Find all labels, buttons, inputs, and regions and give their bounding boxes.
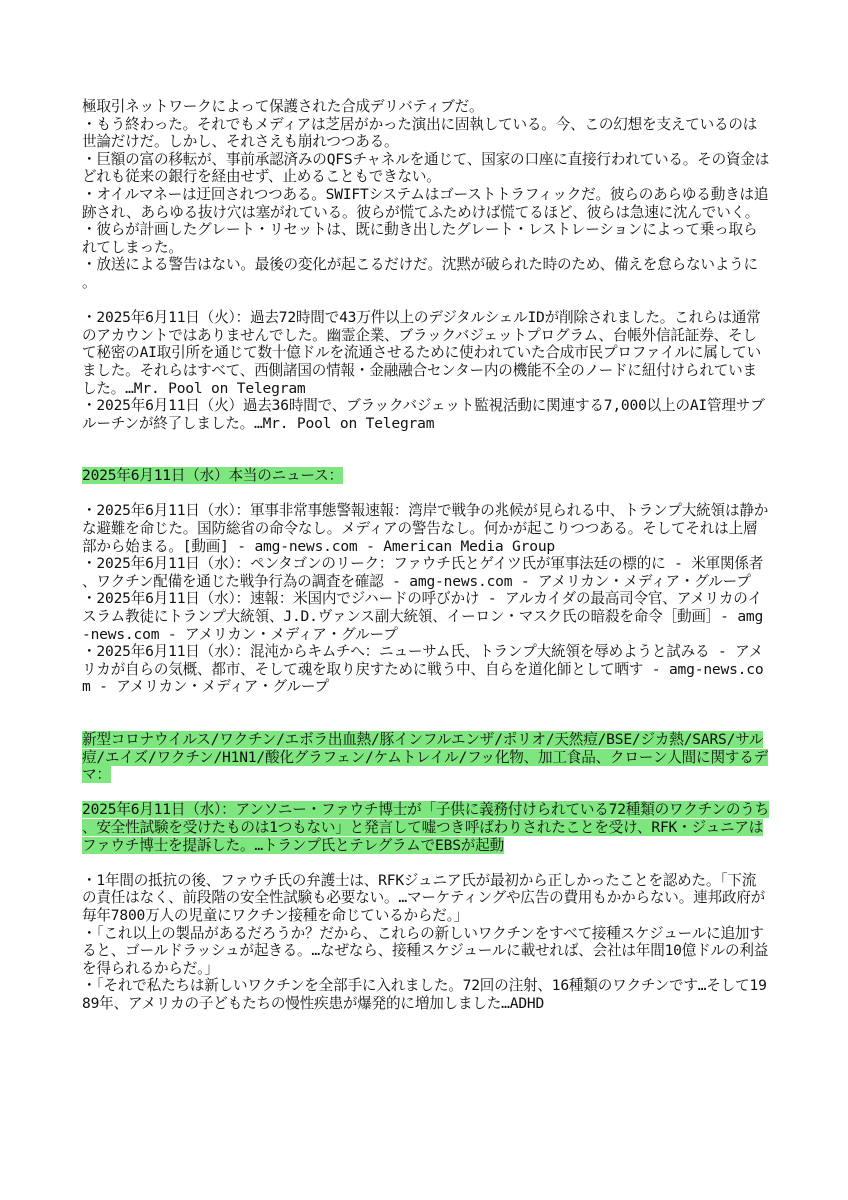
intro-paragraph: ・彼らが計画したグレート・リセットは、既に動き出したグレート・レストレーションによって乗っ取られてしまった。 [82,221,758,256]
news-item: ・2025年6月11日（水）：混沌からキムチへ：ニューサム氏、トランプ大統領を辱めようと試みる - アメリカが自らの気概、都市、そして魂を取り戻すために戦う中、自らを道化師として晒す - amg-news.com - アメリカン・メディア・グループ [82,643,764,696]
fauci-section [82,872,770,1013]
intro-paragraph: ・巨額の富の移転が、事前承認済みのQFSチャネルを通じて、国家の口座に直接行われている。その資金はどれも従来の銀行を経由せず、止めることもできない。 [82,150,770,186]
telegram-item: ・2025年6月11日（火）過去36時間で、ブラックバジェット監視活動に関連する7,000以上のAI管理サブルーチンが終了しました。…Mr. Pool on Telegram [82,397,765,432]
fauci-heading: 2025年6月11日（水）：アンソニー・ファウチ博士が「子供に義務付けられている72種類のワクチンのうち、安全性試験を受けたものは1つもない」と発言して嘘つき呼ばわりされたことを受け、RFK・ジュニアはファウチ博士を提訴した。…トランプ氏とテレグラムでEBSが起動 [82,801,770,854]
spacer [82,432,770,467]
covid-heading-block [82,731,770,784]
telegram-item: ・2025年6月11日（火）：過去72時間で43万件以上のデジタルシェルIDが削除されました。これらは通常のアカウントではありませんでした。幽霊企業、ブラックバジェットプログラム、台帳外信託証券、そして秘密のAI取引所を通じて数十億ドルを流通させるために使われていた合成市民プロファイルに属していました。それらはすべて、西側諸国の情報・金融融合センター内の機能不全のノードに紐付けられていました。…Mr. Pool on Telegram [82,309,761,397]
intro-section [82,98,770,292]
news-heading: 2025年6月11日（水）本当のニュース： [82,467,343,485]
news-section [82,502,770,696]
spacer [82,485,770,503]
intro-paragraph: 極取引ネットワークによって保護された合成デリバティブだ。 [82,98,484,115]
news-heading-block [82,467,770,485]
telegram-section [82,309,770,432]
news-item: ・2025年6月11日（水）：速報：米国内でジハードの呼びかけ - アルカイダの最高司令官、アメリカのイスラム教徒にトランプ大統領、J.D.ヴァンス副大統領、イーロン・マスク氏の暗殺を命令［動画］- amg-news.com - アメリカン・メディア・グループ [82,590,764,643]
spacer [82,696,770,731]
spacer [82,292,770,310]
spacer [82,784,770,802]
fauci-point: ・「それで私たちは新しいワクチンを全部手に入れました。72回の注射、16種類のワクチンです…そして1989年、アメリカの子どもたちの慢性疾患が爆発的に増加しました…ADHD [82,977,767,1012]
document-page [82,98,770,1013]
intro-paragraph: ・オイルマネーは迂回されつつある。SWIFTシステムはゴーストトラフィックだ。彼らのあらゆる動きは追跡され、あらゆる抜け穴は塞がれている。彼らが慌てふためけば慌てるほど、彼らは急速に沈んでいく。 [82,185,769,221]
intro-paragraph: ・もう終わった。それでもメディアは芝居がかった演出に固執している。今、この幻想を支えているのは世論だけだ。しかし、それさえも崩れつつある。 [82,115,758,151]
covid-heading: 新型コロナウイルス/ワクチン/エボラ出血熱/豚インフルエンザ/ポリオ/天然痘/BSE/ジカ熱/SARS/サル痘/エイズ/ワクチン/H1N1/酸化グラフェン/ケムトレイル/フッ化物、加工食品、クローン人間に関するデマ： [82,731,769,784]
news-item: ・2025年6月11日（水）：軍事非常事態警報速報：湾岸で戦争の兆候が見られる中、トランプ大統領は静かな避難を命じた。国防総省の命令なし。メディアの警告なし。何かが起こりつつある。そしてそれは上層部から始まる。[動画] - amg-news.com - American Media Group [82,502,769,555]
spacer [82,854,770,872]
intro-paragraph: ・放送による警告はない。最後の変化が起こるだけだ。沈黙が破られた時のため、備えを怠らないように。 [82,256,758,291]
fauci-heading-block [82,801,770,854]
fauci-point: ・「これ以上の製品があるだろうか？だから、これらの新しいワクチンをすべて接種スケジュールに追加すると、ゴールドラッシュが起きる。…なぜなら、接種スケジュールに載せれば、会社は年間10億ドルの利益を得られるからだ。」 [82,924,769,977]
fauci-point: ・1年間の抵抗の後、ファウチ氏の弁護士は、RFKジュニア氏が最初から正しかったことを認めた。「下流の責任はなく、前段階の安全性試験も必要ない。…マーケティングや広告の費用もかからない。連邦政府が毎年7800万人の児童にワクチン接種を命じているからだ。」 [82,871,766,924]
news-item: ・2025年6月11日（水）：ペンタゴンのリーク：ファウチ氏とゲイツ氏が軍事法廷の標的に - 米軍関係者、ワクチン配備を通じた戦争行為の調査を確認 - amg-news.com - アメリカン・メディア・グループ [82,555,764,590]
